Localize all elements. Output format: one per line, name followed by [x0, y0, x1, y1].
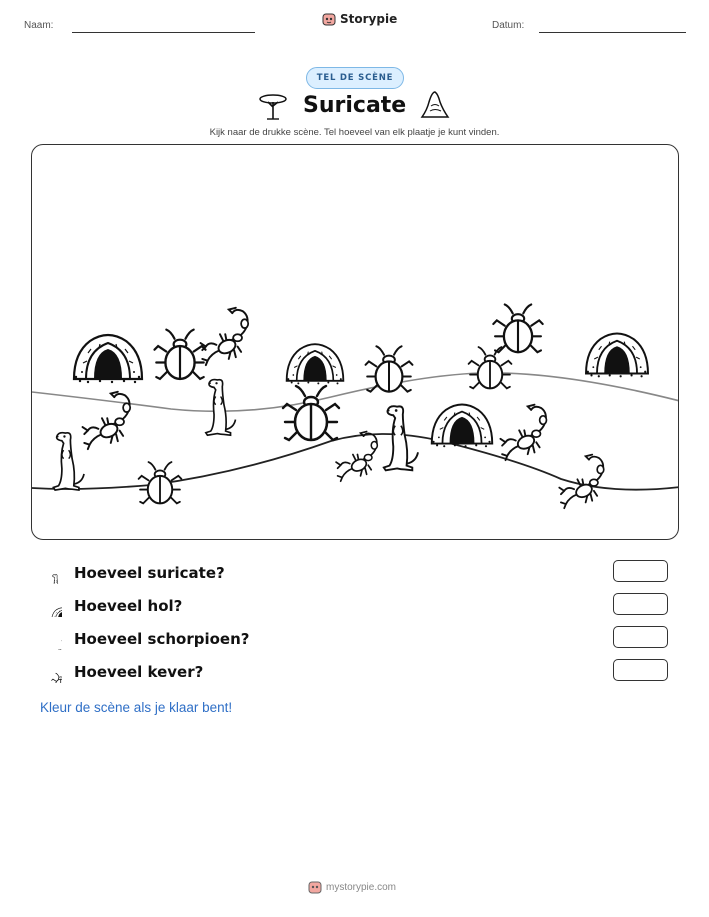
beetle	[154, 330, 205, 379]
beetle	[283, 386, 339, 440]
burrow	[287, 344, 344, 384]
burrow	[432, 404, 492, 447]
answer-box-meerkat[interactable]	[613, 560, 668, 582]
name-label: Naam:	[24, 20, 54, 31]
termite-mound-icon	[419, 90, 451, 120]
meerkat	[53, 433, 84, 490]
name-field[interactable]	[72, 32, 255, 33]
brand-name: Storypie	[340, 12, 398, 26]
meerkat-icon	[40, 562, 62, 584]
beetle	[366, 346, 413, 391]
category-badge: TEL DE SCÈNE	[306, 67, 404, 89]
date-label: Datum:	[492, 20, 525, 31]
question-burrow	[40, 595, 182, 617]
answer-box-beetle[interactable]	[613, 659, 668, 681]
beetle-icon	[40, 661, 62, 683]
answer-box-scorpion[interactable]	[613, 626, 668, 648]
question-label: Hoeveel hol?	[74, 597, 183, 615]
date-field[interactable]	[539, 32, 686, 33]
question-beetle	[40, 661, 203, 683]
question-meerkat	[40, 562, 225, 584]
burrow-icon	[40, 595, 62, 617]
question-label: Hoeveel kever?	[74, 663, 204, 681]
scorpion-icon	[40, 628, 62, 650]
storypie-logo-icon	[322, 12, 336, 26]
acacia-tree-icon	[258, 93, 288, 121]
beetle	[139, 462, 182, 503]
meerkat	[206, 380, 236, 436]
burrow	[74, 335, 142, 383]
meerkat	[384, 406, 418, 470]
beetle	[493, 305, 542, 353]
scene-illustration	[32, 145, 679, 540]
scorpion	[201, 308, 249, 365]
coloring-note: Kleur de scène als je klaar bent!	[40, 700, 233, 715]
question-scorpion	[40, 628, 249, 650]
footer	[308, 880, 396, 894]
burrow	[586, 333, 648, 377]
instructions: Kijk naar de drukke scène. Tel hoeveel van elk plaatje je kunt vinden.	[209, 127, 500, 138]
brand	[322, 12, 397, 26]
question-label: Hoeveel schorpioen?	[74, 630, 250, 648]
answer-box-burrow[interactable]	[613, 593, 668, 615]
beetle	[469, 347, 512, 388]
page-title: Suricate	[303, 93, 407, 118]
question-label: Hoeveel suricate?	[74, 564, 225, 582]
footer-url: mystorypie.com	[326, 881, 397, 893]
scorpion	[500, 405, 546, 460]
storypie-logo-icon	[308, 880, 322, 894]
counting-scene	[31, 144, 679, 540]
